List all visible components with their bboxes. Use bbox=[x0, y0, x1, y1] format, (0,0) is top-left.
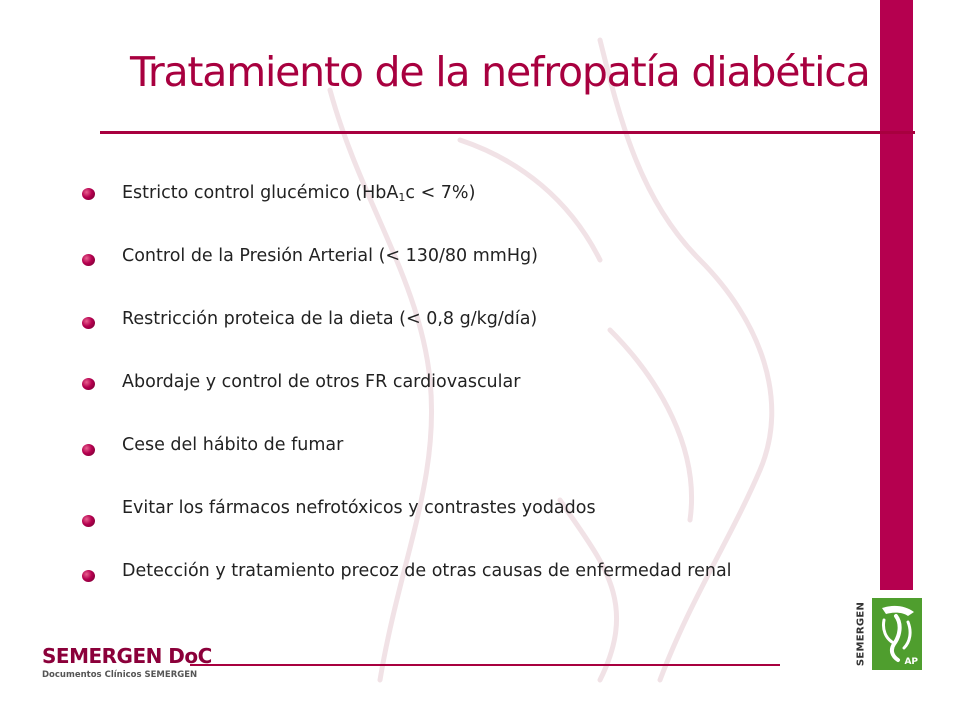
bullet-dot-icon bbox=[82, 378, 95, 390]
bullet-text-part: Estricto control glucémico (HbA bbox=[122, 183, 399, 203]
bullet-text-part: c < 7%) bbox=[405, 183, 476, 203]
bullet-dot-icon bbox=[82, 188, 95, 200]
logo-ap-label: AP bbox=[904, 657, 918, 667]
logo-vertical-label: SEMERGEN bbox=[855, 601, 867, 667]
footer-rule bbox=[190, 664, 780, 666]
bullet-text: Cese del hábito de fumar bbox=[122, 435, 344, 455]
bullet-item bbox=[82, 304, 882, 334]
brand-subtitle: Documentos Clínicos SEMERGEN bbox=[42, 670, 198, 680]
slide-title: Tratamiento de la nefropatía diabética bbox=[130, 48, 870, 96]
subscript: 1 bbox=[398, 191, 406, 204]
bullet-item bbox=[82, 493, 882, 523]
bullet-dot-icon bbox=[82, 317, 95, 329]
bullet-dot-icon bbox=[82, 444, 95, 456]
bullet-text: Evitar los fármacos nefrotóxicos y contrastes yodados bbox=[122, 498, 596, 518]
bullet-text bbox=[122, 178, 475, 213]
semergen-ap-logo bbox=[852, 598, 922, 670]
bullet-text: Restricción proteica de la dieta (< 0,8 g/kg/día) bbox=[122, 309, 538, 329]
bullet-text: Abordaje y control de otros FR cardiovascular bbox=[122, 372, 521, 392]
bullet-item bbox=[82, 430, 882, 460]
bullet-dot-icon bbox=[82, 570, 95, 582]
right-accent-bar bbox=[880, 0, 913, 590]
title-underline bbox=[100, 131, 915, 134]
bullet-dot-icon bbox=[82, 515, 95, 527]
bullet-text: Detección y tratamiento precoz de otras causas de enfermedad renal bbox=[122, 561, 732, 581]
brand-logo bbox=[42, 645, 212, 681]
bullet-item bbox=[82, 241, 882, 271]
logo-vertical-text bbox=[852, 598, 870, 670]
bullet-item bbox=[82, 178, 882, 208]
brand-name: SEMERGEN DoC bbox=[42, 644, 212, 668]
logo-badge bbox=[872, 598, 922, 670]
bullet-text: Control de la Presión Arterial (< 130/80 mmHg) bbox=[122, 246, 538, 266]
bullet-dot-icon bbox=[82, 254, 95, 266]
bullet-item bbox=[82, 367, 882, 397]
bullet-item bbox=[82, 556, 882, 586]
